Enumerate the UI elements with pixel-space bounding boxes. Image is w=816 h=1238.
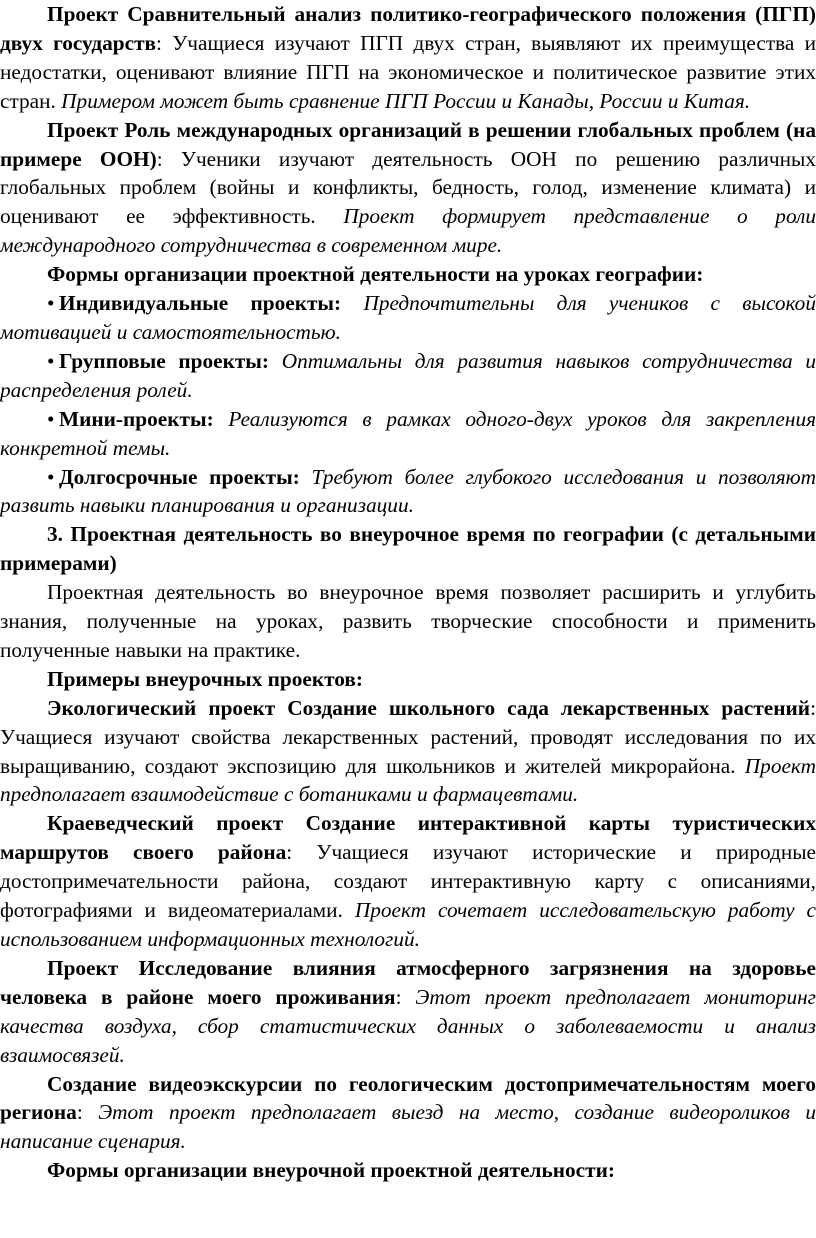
- paragraph-text: :: [395, 984, 416, 1009]
- bullet-item: [0, 347, 816, 405]
- project-title: Проект Роль международных организаций в решении глобальных проблем (на примере ООН): [0, 117, 816, 171]
- bullet-text: Требуют более глубокого исследования и позволяют развить навыки планирования и организации.: [0, 464, 816, 518]
- heading-text: Примеры внеурочных проектов:: [47, 666, 363, 691]
- paragraph-project-un: [0, 116, 816, 261]
- project-title: Проект Исследование влияния атмосферного загрязнения на здоровье человека в районе моего проживания: [0, 955, 816, 1009]
- section-3-heading: [0, 520, 816, 578]
- bullet-text: Оптимальны для развития навыков сотрудничества и распределения ролей.: [0, 348, 816, 402]
- paragraph-note: Примером может быть сравнение ПГП России и Канады, России и Китая.: [61, 88, 751, 113]
- bullet-icon: •: [47, 464, 55, 489]
- paragraph-note: Проект сочетает исследовательскую работу с использованием информационных технологий.: [0, 898, 816, 951]
- paragraph-note: Этот проект предполагает выезд на место, создание видеороликов и написание сценария.: [0, 1100, 816, 1154]
- paragraph-text: : Ученики изучают деятельность ООН по решению различных глобальных проблем (войны и конфликты, бедность, голод, изменение климата) и оценивают ее эффективность.: [0, 146, 816, 229]
- bullet-icon: •: [47, 291, 55, 316]
- paragraph-local-project: [0, 809, 816, 954]
- heading-text: 3. Проектная деятельность во внеурочное время по географии (с детальными примерами): [0, 522, 816, 576]
- heading-text: Формы организации внеурочной проектной деятельности:: [47, 1158, 615, 1183]
- bullet-icon: •: [47, 406, 55, 431]
- bullet-item: [0, 289, 816, 347]
- bullet-label: Индивидуальные проекты:: [59, 291, 342, 316]
- paragraph-note: Проект формирует представление о роли международного сотрудничества в современном мире.: [0, 204, 816, 258]
- paragraph-note: Этот проект предполагает мониторинг качества воздуха, сбор статистических данных о заболеваемости и анализ взаимосвязей.: [0, 984, 816, 1067]
- section-3-intro: Проектная деятельность во внеурочное время позволяет расширить и углубить знания, полученные на уроках, развить творческие способности и применить полученные навыки на практике.: [0, 580, 816, 662]
- paragraph-note: Проект предполагает взаимодействие с ботаниками и фармацевтами.: [0, 753, 816, 807]
- paragraph-text: : Учащиеся изучают исторические и природные достопримечательности района, создают интерактивную карту с описаниями, фотографиями и видеоматериалами.: [0, 840, 816, 923]
- forms-heading: [0, 260, 816, 289]
- paragraph-air-project: [0, 954, 816, 1070]
- bullet-text: Реализуются в рамках одного-двух уроков для закрепления конкретной темы.: [0, 406, 816, 460]
- bullet-item: [0, 405, 816, 463]
- project-title: Экологический проект Создание школьного сада лекарственных растений: [47, 695, 811, 720]
- paragraph-video-project: [0, 1070, 816, 1157]
- paragraph-text: : Учащиеся изучают свойства лекарственных растений, проводят исследования по их выращиванию, создают экспозицию для школьников и жителей микрорайона.: [0, 695, 816, 778]
- paragraph-project-ppg: [0, 0, 816, 116]
- bullet-label: Долгосрочные проекты:: [59, 464, 300, 489]
- bullet-label: Групповые проекты:: [59, 348, 270, 373]
- bullet-item: [0, 463, 816, 521]
- bullet-text: Предпочтительны для учеников с высокой мотивацией и самостоятельностью.: [0, 291, 816, 344]
- heading-text: Формы организации проектной деятельности на уроках географии:: [47, 262, 704, 287]
- project-title: Создание видеоэкскурсии по геологическим достопримечательностям моего региона: [0, 1071, 816, 1125]
- bullet-icon: •: [47, 348, 55, 373]
- forms2-heading: [0, 1156, 816, 1185]
- paragraph-text: : Учащиеся изучают ПГП двух стран, выявляют их преимущества и недостатки, оценивают влияние ПГП на экономическое и политическое развитие этих стран.: [0, 30, 816, 113]
- paragraph-text: :: [76, 1100, 99, 1125]
- paragraph-eco-project: [0, 694, 816, 810]
- project-title: Проект Сравнительный анализ политико-географического положения (ПГП) двух государств: [0, 2, 816, 55]
- examples-heading: [0, 665, 816, 694]
- project-title: Краеведческий проект Создание интерактивной карты туристических маршрутов своего района: [0, 811, 816, 865]
- bullet-label: Мини-проекты:: [59, 406, 214, 431]
